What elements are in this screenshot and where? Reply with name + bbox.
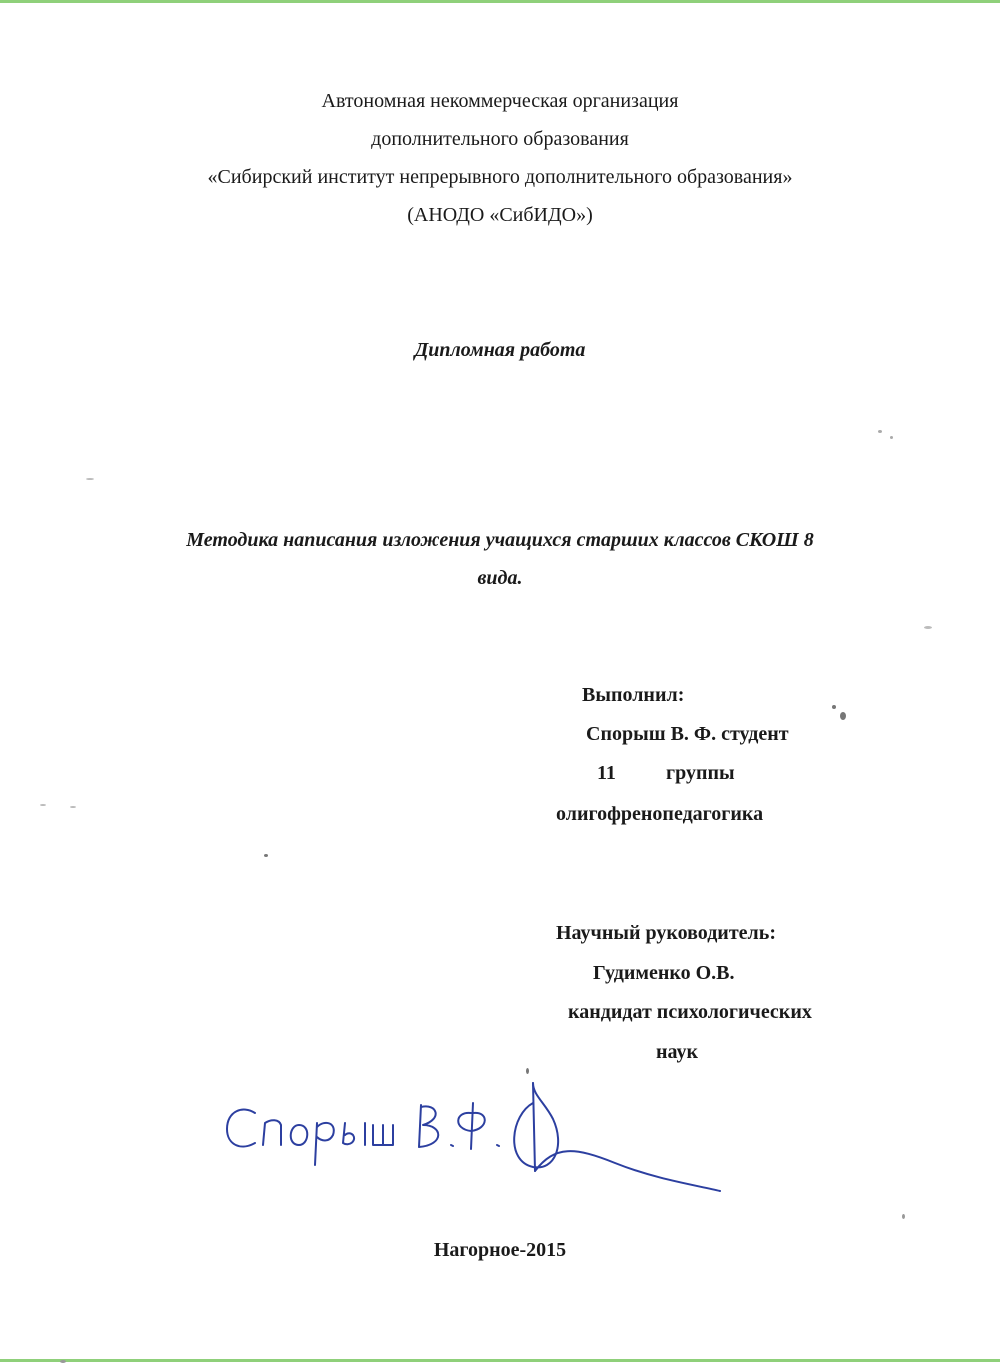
header-line-4: (АНОДО «СибИДО») (407, 204, 593, 226)
supervisor-degree-line-2: наук (656, 1041, 699, 1063)
scan-speck (902, 1214, 905, 1219)
header-line-3: «Сибирский институт непрерывного дополнительного образования» (207, 166, 793, 188)
author-group-number: 11 (597, 762, 616, 784)
scan-speck (890, 436, 893, 439)
author-name: Спорыш В. Ф. студент (586, 723, 789, 745)
author-group-word: группы (666, 762, 735, 784)
scan-speck (526, 1068, 529, 1074)
scan-speck (86, 478, 94, 480)
city-year: Нагорное-2015 (433, 1239, 567, 1261)
scan-speck (924, 626, 932, 629)
topic-line-1: Методика написания изложения учащихся старших классов СКОШ 8 (186, 529, 814, 551)
header-line-2: дополнительного образования (371, 128, 629, 150)
author-label: Выполнил: (582, 684, 685, 706)
scan-speck (60, 1360, 66, 1363)
header-line-1: Автономная некоммерческая организация (321, 90, 679, 112)
scan-speck (878, 430, 882, 433)
supervisor-label: Научный руководитель: (556, 922, 776, 944)
supervisor-degree-line-1: кандидат психологических (568, 1001, 812, 1023)
supervisor-name: Гудименко О.В. (593, 962, 735, 984)
scan-speck (840, 712, 846, 720)
thesis-topic (100, 521, 900, 597)
organization-header (0, 82, 1000, 234)
topic-line-2: вида. (477, 567, 523, 589)
scan-speck (832, 705, 836, 709)
scan-edge-top (0, 0, 1000, 3)
handwritten-signature (215, 1075, 735, 1205)
scan-speck (40, 804, 46, 806)
scan-edge-bottom (0, 1359, 1000, 1362)
scan-speck (70, 806, 76, 808)
author-specialty: олигофренопедагогика (556, 803, 764, 825)
document-type: Дипломная работа (414, 339, 586, 361)
scan-speck (264, 854, 268, 857)
